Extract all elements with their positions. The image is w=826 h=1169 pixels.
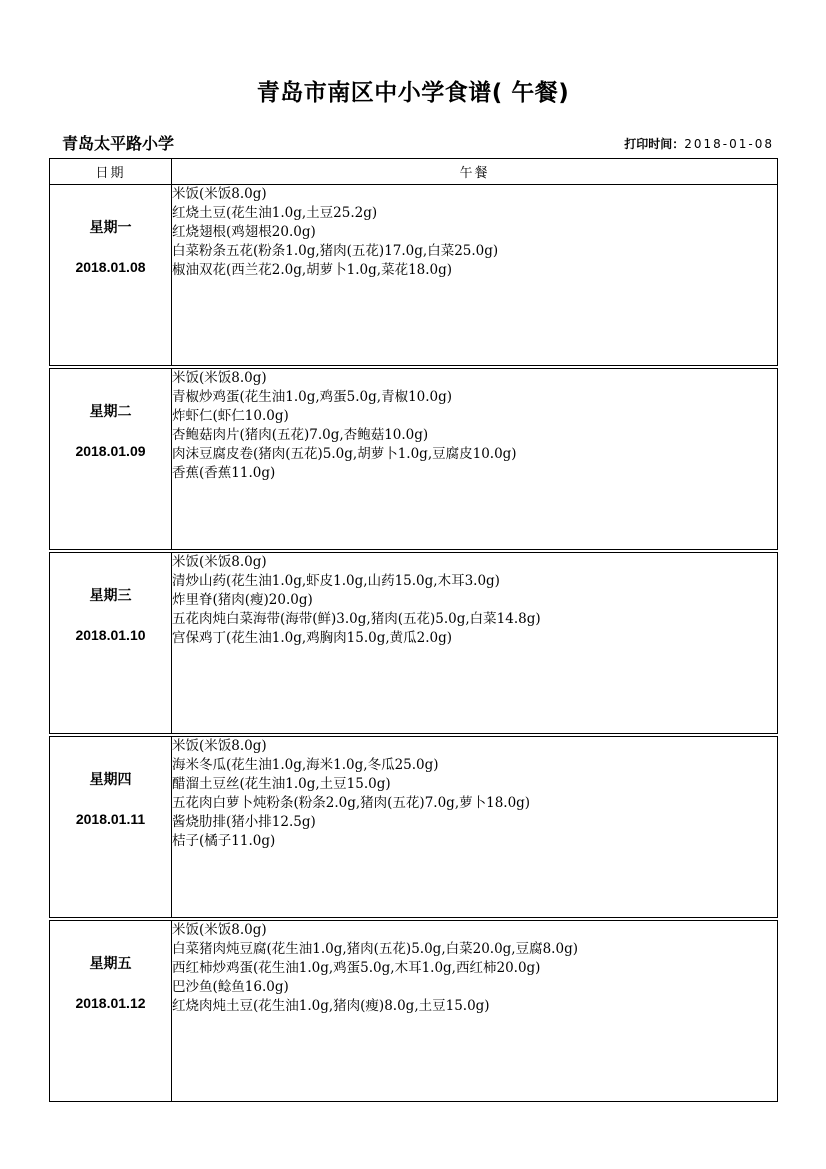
dish-item: 西红柿炒鸡蛋(花生油1.0g,鸡蛋5.0g,木耳1.0g,西红柿20.0g) xyxy=(172,960,541,976)
table-row xyxy=(50,921,778,1102)
dish-item: 香蕉(香蕉11.0g) xyxy=(172,465,276,481)
dish-item: 红烧翅根(鸡翅根20.0g) xyxy=(172,224,316,240)
print-time-value: 2018-01-08 xyxy=(684,137,774,151)
dish-item: 巴沙鱼(鲶鱼16.0g) xyxy=(172,979,289,995)
weekday-label: 星期五 xyxy=(89,956,132,972)
dish-item: 米饭(米饭8.0g) xyxy=(172,186,267,202)
table-row xyxy=(50,185,778,366)
dish-item: 米饭(米饭8.0g) xyxy=(172,922,267,938)
table-row xyxy=(50,369,778,550)
meal-cell xyxy=(172,185,778,366)
dish-item: 桔子(橘子11.0g) xyxy=(172,833,276,849)
date-label: 2018.01.12 xyxy=(75,995,146,1011)
date-label: 2018.01.11 xyxy=(75,811,146,827)
date-cell xyxy=(50,921,172,1102)
table-row xyxy=(50,737,778,918)
dish-item: 白菜猪肉炖豆腐(花生油1.0g,猪肉(五花)5.0g,白菜20.0g,豆腐8.0g) xyxy=(172,941,578,957)
date-cell xyxy=(50,369,172,550)
dish-item: 杏鲍菇肉片(猪肉(五花)7.0g,杏鲍菇10.0g) xyxy=(172,427,429,443)
weekday-label: 星期一 xyxy=(89,220,132,236)
dish-item: 米饭(米饭8.0g) xyxy=(172,370,267,386)
page-title: 青岛市南区中小学食谱( 午餐) xyxy=(256,80,570,106)
date-label: 2018.01.10 xyxy=(75,627,146,643)
date-cell xyxy=(50,737,172,918)
dish-item: 炸虾仁(虾仁10.0g) xyxy=(172,408,289,424)
dish-item: 青椒炒鸡蛋(花生油1.0g,鸡蛋5.0g,青椒10.0g) xyxy=(172,389,453,405)
dish-item: 五花肉炖白菜海带(海带(鲜)3.0g,猪肉(五花)5.0g,白菜14.8g) xyxy=(172,611,541,627)
dish-item: 红烧土豆(花生油1.0g,土豆25.2g) xyxy=(172,205,378,221)
table-row xyxy=(50,553,778,734)
date-label: 2018.01.08 xyxy=(75,259,146,275)
dish-item: 白菜粉条五花(粉条1.0g,猪肉(五花)17.0g,白菜25.0g) xyxy=(172,243,499,259)
menu-body xyxy=(50,185,778,1102)
dish-item: 酱烧肋排(猪小排12.5g) xyxy=(172,814,316,830)
school-name: 青岛太平路小学 xyxy=(62,134,175,153)
date-column-header: 日期 xyxy=(50,159,172,185)
meal-cell xyxy=(172,921,778,1102)
weekday-label: 星期二 xyxy=(89,404,132,420)
lunch-menu-table xyxy=(49,158,778,1102)
dish-item: 醋溜土豆丝(花生油1.0g,土豆15.0g) xyxy=(172,776,391,792)
meal-cell xyxy=(172,737,778,918)
date-cell xyxy=(50,553,172,734)
meal-cell xyxy=(172,553,778,734)
dish-item: 椒油双花(西兰花2.0g,胡萝卜1.0g,菜花18.0g) xyxy=(172,262,453,278)
dish-item: 米饭(米饭8.0g) xyxy=(172,738,267,754)
dish-item: 五花肉白萝卜炖粉条(粉条2.0g,猪肉(五花)7.0g,萝卜18.0g) xyxy=(172,795,531,811)
dish-item: 肉沫豆腐皮卷(猪肉(五花)5.0g,胡萝卜1.0g,豆腐皮10.0g) xyxy=(172,446,517,462)
weekday-label: 星期三 xyxy=(89,588,132,604)
dish-item: 红烧肉炖土豆(花生油1.0g,猪肉(瘦)8.0g,土豆15.0g) xyxy=(172,998,490,1014)
dish-item: 海米冬瓜(花生油1.0g,海米1.0g,冬瓜25.0g) xyxy=(172,757,439,773)
dish-item: 清炒山药(花生油1.0g,虾皮1.0g,山药15.0g,木耳3.0g) xyxy=(172,573,500,589)
meal-cell xyxy=(172,369,778,550)
print-time-label: 打印时间： xyxy=(624,137,685,151)
date-cell xyxy=(50,185,172,366)
date-label: 2018.01.09 xyxy=(75,443,146,459)
dish-item: 宫保鸡丁(花生油1.0g,鸡胸肉15.0g,黄瓜2.0g) xyxy=(172,630,453,646)
table-header-row xyxy=(50,159,778,185)
dish-item: 炸里脊(猪肉(瘦)20.0g) xyxy=(172,592,313,608)
dish-item: 米饭(米饭8.0g) xyxy=(172,554,267,570)
meal-column-header: 午餐 xyxy=(172,159,778,185)
weekday-label: 星期四 xyxy=(89,772,132,788)
print-time xyxy=(624,135,774,152)
